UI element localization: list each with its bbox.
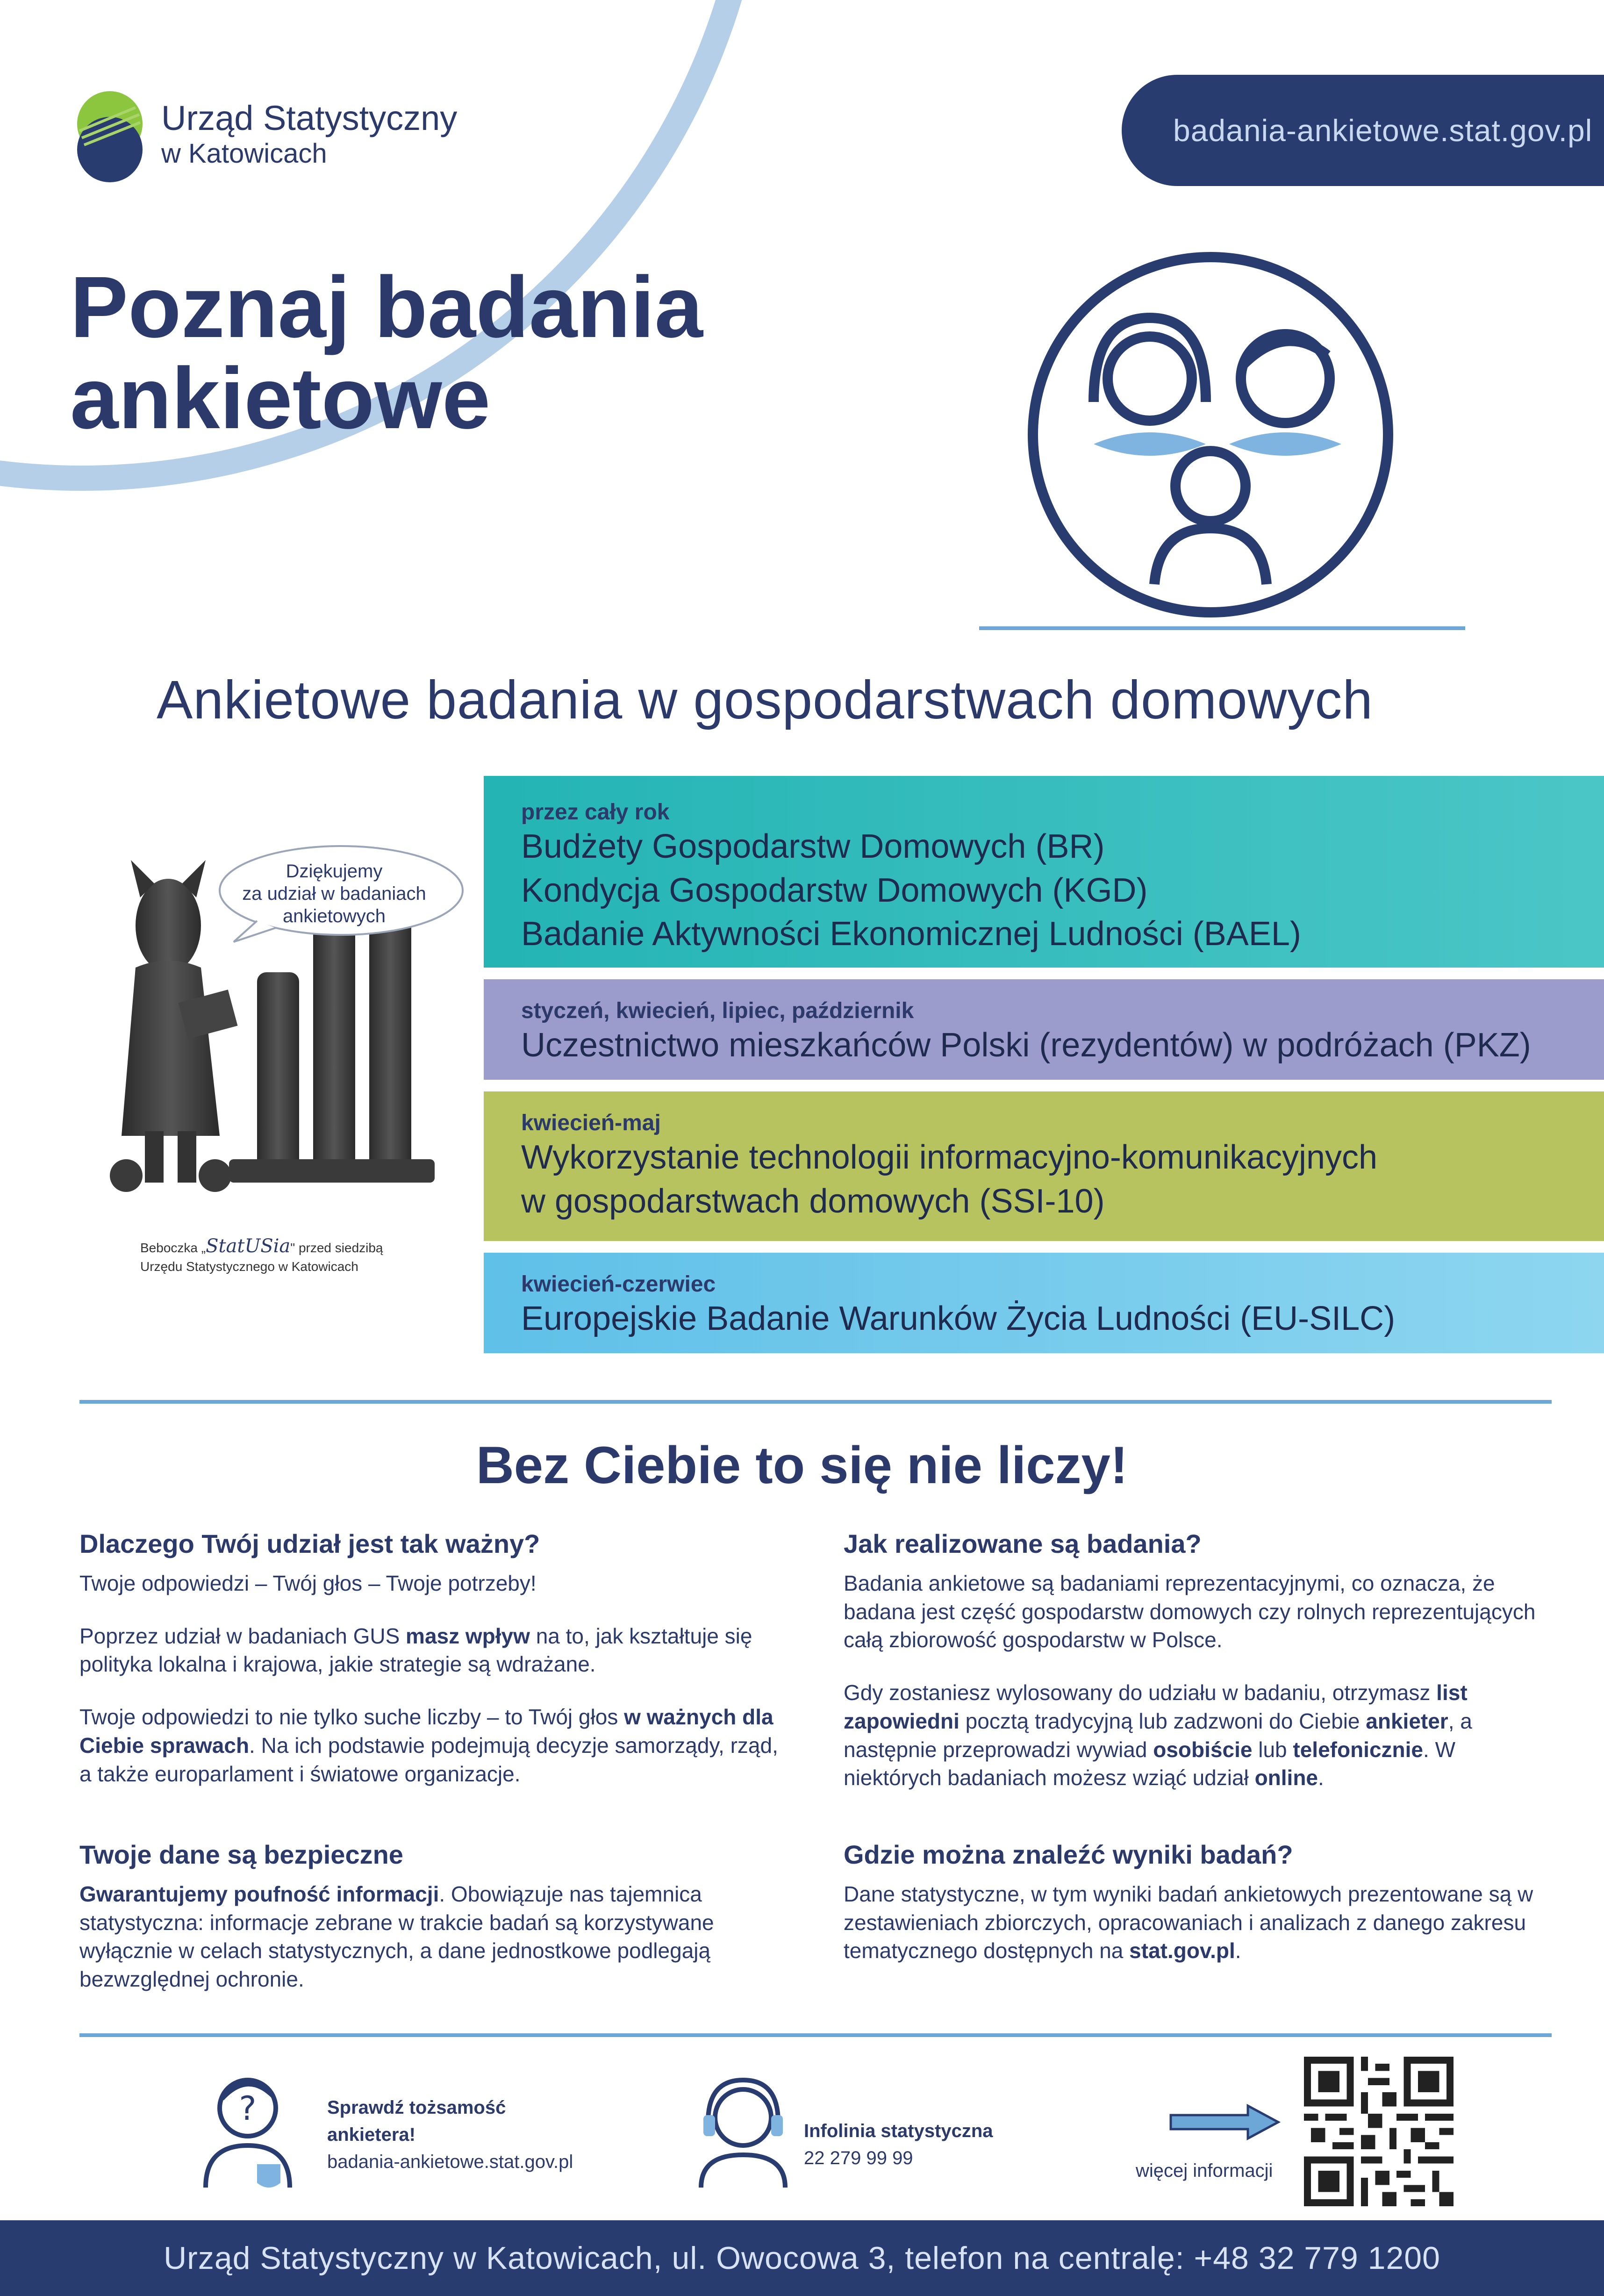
survey-band-quarterly <box>484 979 1604 1080</box>
why-text-3: Twoje odpowiedzi to nie tylko suche liczby – to Twój głos w ważnych dla Ciebie sprawach. Na ich podstawie podejmują decyzje samorządy, rząd, a także europarlament i światowe organizacje. <box>79 1705 778 1786</box>
survey-name: Budżety Gospodarstw Domowych (BR) <box>521 828 1105 865</box>
divider-top <box>979 626 1465 630</box>
hotline-number[interactable]: 22 279 99 99 <box>804 2148 913 2168</box>
survey-period: kwiecień-maj <box>521 1111 661 1135</box>
slogan: Bez Ciebie to się nie liczy! <box>476 1436 1128 1494</box>
headset-icon <box>692 2071 795 2192</box>
qr-code-icon[interactable] <box>1304 2057 1454 2206</box>
safe-heading: Twoje dane są bezpieczne <box>79 1840 403 1869</box>
survey-name: Uczestnictwo mieszkańców Polski (rezydentów) w podróżach (PKZ) <box>521 1026 1531 1064</box>
survey-band-april-june <box>484 1253 1604 1353</box>
survey-name: Wykorzystanie technologii informacyjno-komunikacyjnych <box>521 1139 1378 1176</box>
how-text-1: Badania ankietowe są badaniami reprezentacyjnymi, co oznacza, że badana jest część gospodarstw domowych czy rolnych reprezentujących całą zbiorowość gospodarstw w Polsce. <box>844 1571 1536 1652</box>
hotline: Infolinia statystyczna 22 279 99 99 <box>804 2121 993 2168</box>
survey-period: przez cały rok <box>521 800 670 825</box>
survey-name: Europejskie Badanie Warunków Życia Ludności (EU-SILC) <box>521 1300 1396 1337</box>
survey-period: styczeń, kwiecień, lipiec, październik <box>521 998 914 1023</box>
safe-text: Gwarantujemy poufność informacji. Obowiązuje nas tajemnica statystyczna: informacje zebrane w trakcie badań są korzystywane wyłącznie w celach statystycznych, a dane jednostkowe podlegają bezwzględnej ochronie. <box>79 1882 714 1992</box>
survey-name: Kondycja Gospodarstw Domowych (KGD) <box>521 871 1148 909</box>
interviewer-id-icon <box>196 2071 299 2192</box>
survey-period: kwiecień-czerwiec <box>521 1272 716 1297</box>
safe-section <box>79 1839 790 2018</box>
org-name: Urząd Statystyczny <box>161 99 458 137</box>
people-icon <box>1024 248 1397 622</box>
verify-interviewer: Sprawdź tożsamość ankietera! badania-ankietowe.stat.gov.pl <box>327 2097 573 2172</box>
how-heading: Jak realizowane są badania? <box>844 1529 1202 1558</box>
website-link[interactable]: badania-ankietowe.stat.gov.pl <box>1122 75 1604 186</box>
survey-name: Badanie Aktywności Ekonomicznej Ludności (BAEL) <box>521 915 1301 953</box>
more-info-label[interactable]: więcej informacji <box>1136 2160 1273 2181</box>
why-heading: Dlaczego Twój udział jest tak ważny? <box>79 1529 540 1558</box>
why-text-2: Poprzez udział w badaniach GUS masz wpływ na to, jak kształtuje się polityka lokalna i krajowa, jakie strategie są wdrażane. <box>79 1623 752 1677</box>
survey-name: w gospodarstwach domowych (SSI-10) <box>521 1182 1105 1220</box>
where-section <box>844 1839 1554 1989</box>
footer-address: Urząd Statystyczny w Katowicach, ul. Owocowa 3, telefon na centralę: +48 32 779 1200 <box>0 2220 1604 2296</box>
where-heading: Gdzie można znaleźć wyniki badań? <box>844 1840 1293 1869</box>
arrow-right-icon <box>1168 2103 1281 2141</box>
divider-bottom <box>79 2033 1552 2037</box>
org-city: w Katowicach <box>161 138 327 169</box>
page-title: Poznaj badania ankietowe <box>70 259 703 447</box>
svg-text:?: ? <box>239 2089 257 2128</box>
speech-bubble-text: Dziękujemy za udział w badaniach ankietowych <box>242 861 426 926</box>
how-section <box>844 1528 1554 1816</box>
survey-band-yearly <box>484 776 1604 968</box>
why-text-1: Twoje odpowiedzi – Twój głos – Twoje potrzeby! <box>79 1571 537 1595</box>
photo-caption: Beboczka „StatUSia" przed siedzibą Urzędu Statystycznego w Katowicach <box>140 1235 383 1274</box>
verify-url[interactable]: badania-ankietowe.stat.gov.pl <box>327 2152 573 2172</box>
divider-middle <box>79 1400 1552 1404</box>
why-section <box>79 1528 790 1812</box>
how-text-2: Gdy zostaniesz wylosowany do udziału w badaniu, otrzymasz list zapowiedni pocztą tradycyjną lub zadzwoni do Ciebie ankieter, a następnie przeprowadzi wywiad osobiście lub telefonicznie. W niektórych badaniach możesz wziąć udział online. <box>844 1680 1472 1790</box>
section-title: Ankietowe badania w gospodarstwach domowych <box>157 669 1373 730</box>
where-text: Dane statystyczne, w tym wyniki badań ankietowych prezentowane są w zestawieniach zbiorczych, opracowaniach i analizach z danego zakresu tematycznego dostępnych na stat.gov.pl. <box>844 1882 1533 1963</box>
survey-band-april-may <box>484 1091 1604 1241</box>
